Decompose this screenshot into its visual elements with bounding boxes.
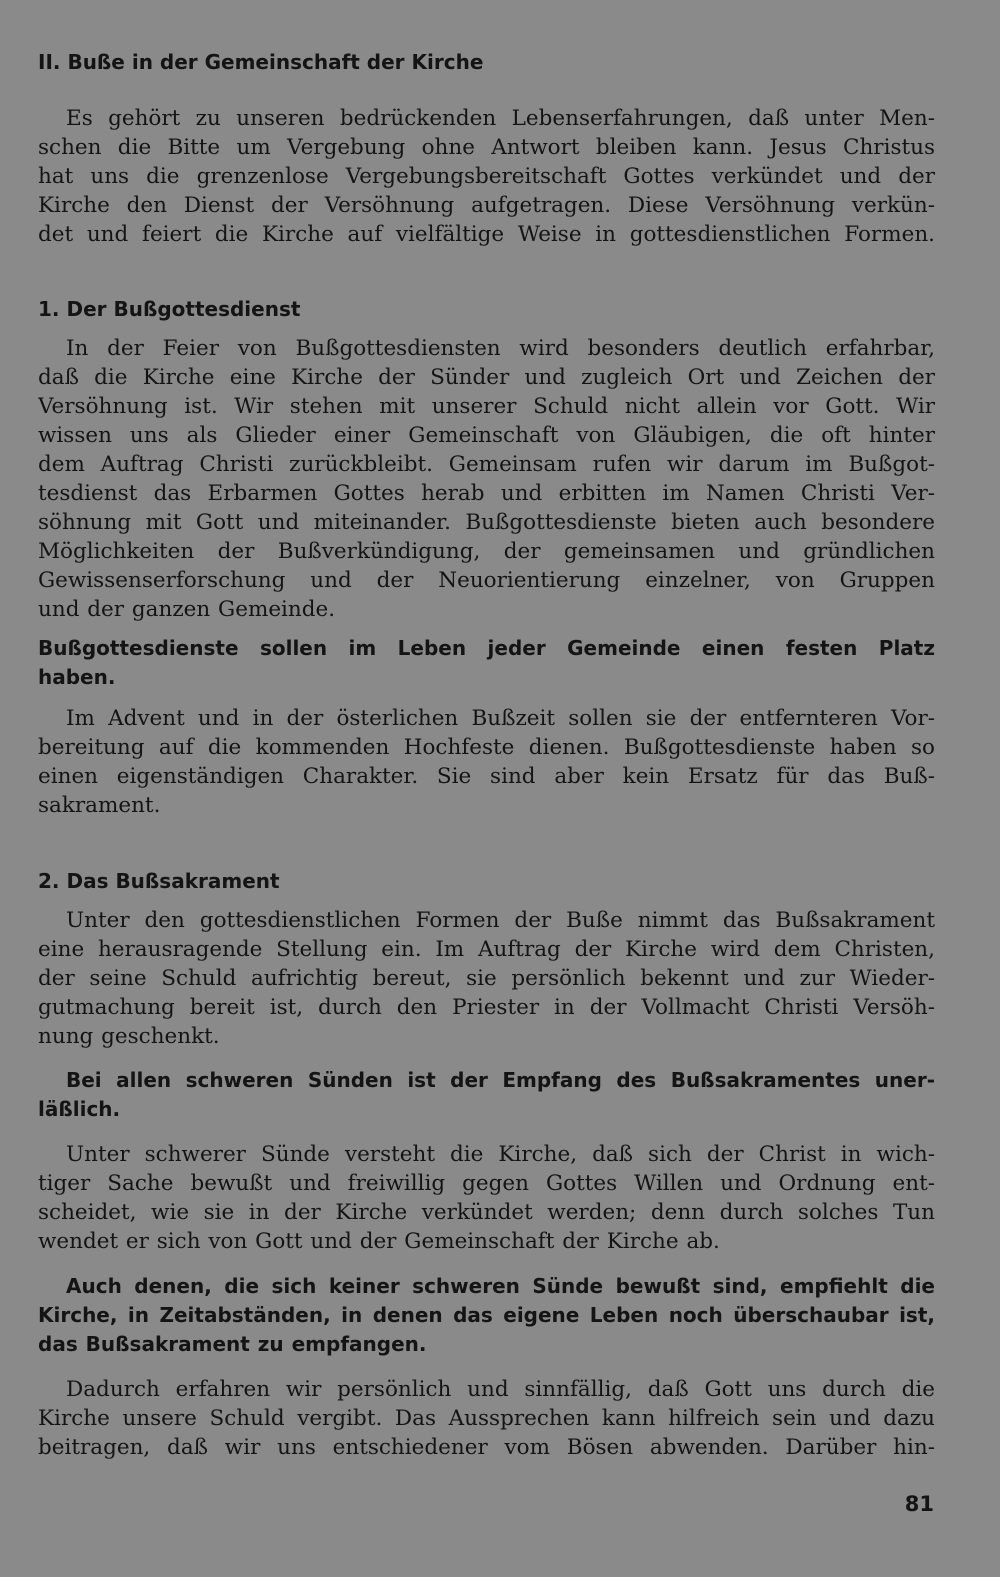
text-line: Gewissenserforschung und der Neuorientierung einzelner, von Gruppen: [38, 568, 935, 593]
section-2-paragraph-3: [38, 1375, 935, 1462]
text-line: nung geschenkt.: [38, 1024, 220, 1049]
section-1-para-2-text: [38, 704, 935, 820]
intro-text: [38, 104, 935, 249]
section-1-heading: 1. Der Bußgottesdienst: [38, 297, 301, 321]
section-2-bold-statement-1: [38, 1066, 935, 1124]
text-line: Dadurch erfahren wir persönlich und sinnfällig, daß Gott uns durch die: [66, 1377, 935, 1402]
main-heading: II. Buße in der Gemeinschaft der Kirche: [38, 50, 484, 74]
text-line: Im Advent und in der österlichen Bußzeit sollen sie der entfernteren Vor-: [66, 706, 935, 731]
section-1-paragraph-2: [38, 704, 935, 820]
text-line: haben.: [38, 665, 116, 689]
text-line: wendet er sich von Gott und der Gemeinschaft der Kirche ab.: [38, 1229, 720, 1254]
text-line: In der Feier von Bußgottesdiensten wird besonders deutlich erfahrbar,: [66, 336, 935, 361]
text-line: Kirche, in Zeitabständen, in denen das eigene Leben noch überschaubar ist,: [38, 1303, 935, 1327]
text-line: und der ganzen Gemeinde.: [38, 597, 336, 622]
section-2-bold-statement-2: [38, 1272, 935, 1359]
section-2-bold-1-text: [38, 1066, 935, 1124]
text-line: Versöhnung ist. Wir stehen mit unserer Schuld nicht allein vor Gott. Wir: [38, 394, 935, 419]
text-line: Kirche unsere Schuld vergibt. Das Aussprechen kann hilfreich sein und dazu: [38, 1406, 935, 1431]
section-1-heading-block: [38, 295, 935, 323]
section-2-para-1-text: [38, 906, 935, 1051]
text-line: gutmachung bereit ist, durch den Priester in der Vollmacht Christi Versöh-: [38, 995, 935, 1020]
main-heading-block: [38, 48, 935, 76]
text-line: söhnung mit Gott und miteinander. Bußgottesdienste bieten auch besondere: [38, 510, 935, 535]
section-2-bold-2-text: [38, 1272, 935, 1359]
text-line: einen eigenständigen Charakter. Sie sind aber kein Ersatz für das Buß-: [38, 764, 935, 789]
section-2-heading: 2. Das Bußsakrament: [38, 869, 280, 893]
text-line: dem Auftrag Christi zurückbleibt. Gemeinsam rufen wir darum im Bußgot-: [38, 452, 935, 477]
page-number: 81: [904, 1492, 934, 1516]
section-1-bold-statement: [38, 634, 935, 692]
text-line: eine herausragende Stellung ein. Im Auftrag der Kirche wird dem Christen,: [38, 937, 935, 962]
section-2-paragraph-1: [38, 906, 935, 1051]
text-line: schen die Bitte um Vergebung ohne Antwort bleiben kann. Jesus Christus: [38, 135, 935, 160]
text-line: Unter schwerer Sünde versteht die Kirche, daß sich der Christ in wich-: [66, 1142, 935, 1167]
text-line: Kirche den Dienst der Versöhnung aufgetragen. Diese Versöhnung verkün-: [38, 193, 935, 218]
section-1-bold-text: [38, 634, 935, 692]
text-line: daß die Kirche eine Kirche der Sünder und zugleich Ort und Zeichen der: [38, 365, 935, 390]
text-line: wissen uns als Glieder einer Gemeinschaft von Gläubigen, die oft hinter: [38, 423, 935, 448]
text-line: Möglichkeiten der Bußverkündigung, der gemeinsamen und gründlichen: [38, 539, 935, 564]
text-line: Unter den gottesdienstlichen Formen der Buße nimmt das Bußsakrament: [66, 908, 935, 933]
text-line: tiger Sache bewußt und freiwillig gegen Gottes Willen und Ordnung ent-: [38, 1171, 935, 1196]
section-1-paragraph-1: [38, 334, 935, 624]
text-line: sakrament.: [38, 793, 161, 818]
text-line: tesdienst das Erbarmen Gottes herab und erbitten im Namen Christi Ver-: [38, 481, 935, 506]
section-2-para-2-text: [38, 1140, 935, 1256]
text-line: scheidet, wie sie in der Kirche verkündet werden; denn durch solches Tun: [38, 1200, 935, 1225]
text-line: Bei allen schweren Sünden ist der Empfang des Bußsakramentes uner-: [66, 1068, 935, 1092]
text-line: läßlich.: [38, 1097, 121, 1121]
text-line: beitragen, daß wir uns entschiedener vom Bösen abwenden. Darüber hin-: [38, 1435, 935, 1460]
text-line: Bußgottesdienste sollen im Leben jeder Gemeinde einen festen Platz: [38, 636, 935, 660]
intro-paragraph: [38, 104, 935, 249]
section-2-para-3-text: [38, 1375, 935, 1462]
text-line: det und feiert die Kirche auf vielfältige Weise in gottesdienstlichen Formen.: [38, 222, 935, 247]
text-line: hat uns die grenzenlose Vergebungsbereitschaft Gottes verkündet und der: [38, 164, 935, 189]
text-line: Auch denen, die sich keiner schweren Sünde bewußt sind, empfiehlt die: [66, 1274, 935, 1298]
section-2-heading-block: [38, 867, 935, 895]
text-line: Es gehört zu unseren bedrückenden Lebenserfahrungen, daß unter Men-: [66, 106, 935, 131]
text-line: das Bußsakrament zu empfangen.: [38, 1332, 427, 1356]
text-line: der seine Schuld aufrichtig bereut, sie persönlich bekennt und zur Wieder-: [38, 966, 935, 991]
section-2-paragraph-2: [38, 1140, 935, 1256]
section-1-para-1-text: [38, 334, 935, 624]
text-line: bereitung auf die kommenden Hochfeste dienen. Bußgottesdienste haben so: [38, 735, 935, 760]
